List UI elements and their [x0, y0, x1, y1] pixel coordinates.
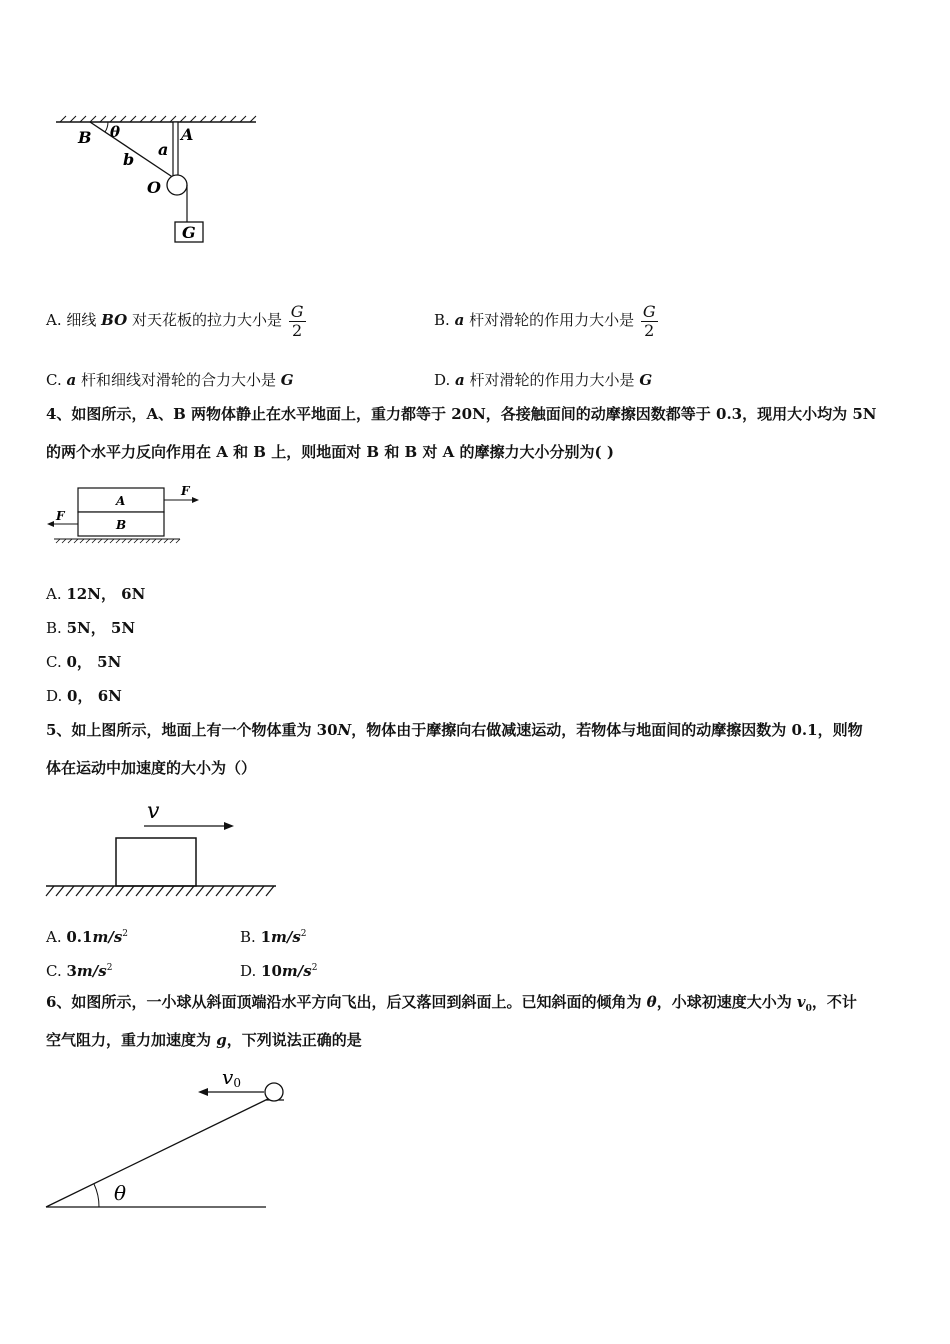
q3-option-a — [46, 300, 308, 340]
q3-option-d — [434, 370, 652, 390]
fraction: $\frac{G}{2}$ — [642, 301, 656, 340]
q4-blocks-diagram — [44, 482, 204, 552]
ceiling-hatch — [60, 116, 256, 122]
q4-stem-line1: 4、如图所示，A、B 两物体静止在水平地面上，重力都等于 20N，各接触面间的动摩擦因数都等于 0.3，现用大小均为 5N — [46, 405, 877, 423]
theta-arc — [105, 122, 108, 132]
fraction: $\frac{G}{2}$ — [290, 301, 304, 340]
opt-text: 杆对滑轮的作用力大小是 — [464, 371, 640, 389]
var: a — [66, 371, 77, 389]
q5-option-d: D. $10m/s^2$ — [240, 962, 318, 980]
opt-label: A. 细线 — [46, 311, 102, 329]
block — [116, 838, 196, 886]
q3-pulley-diagram — [50, 110, 270, 250]
q4-option-d: D. 0， 6N — [46, 687, 122, 705]
label-theta: θ — [114, 1181, 127, 1205]
q3-option-c — [46, 370, 294, 390]
q4-option-b: B. 5N， 5N — [46, 619, 136, 637]
opt-label: C. — [46, 371, 67, 389]
ground-hatch — [46, 886, 274, 896]
opt-label: D. — [434, 371, 456, 389]
value: G — [639, 371, 653, 389]
label-theta: θ — [110, 123, 121, 141]
opt-text: 杆和细线对滑轮的合力大小是 — [76, 371, 281, 389]
value: G — [280, 371, 294, 389]
q4-option-a: A. 12N， 6N — [46, 585, 146, 603]
label-A: A — [181, 125, 194, 144]
pulley — [167, 175, 187, 195]
label-b: b — [123, 150, 135, 169]
label-B: B — [78, 128, 92, 147]
var: a — [455, 371, 465, 389]
q5-option-b: B. $1m/s^2$ — [240, 928, 307, 946]
q6-stem-line2: 空气阻力，重力加速度为 g，下列说法正确的是 — [46, 1031, 362, 1049]
q4-stem-line2: 的两个水平力反向作用在 A 和 B 上，则地面对 B 和 B 对 A 的摩擦力大小分别为( ) — [46, 443, 614, 461]
theta-arc — [94, 1184, 99, 1207]
label-v0: v0 — [222, 1065, 241, 1090]
opt-label: B. — [434, 311, 455, 329]
ball — [265, 1083, 283, 1101]
q5-stem-line1: 5、如上图所示，地面上有一个物体重为 30N，物体由于摩擦向右做减速运动，若物体与地面间的动摩擦因数为 0.1，则物 — [46, 721, 863, 739]
q3-option-b — [434, 300, 660, 340]
rod-a — [173, 122, 178, 180]
var: a — [454, 311, 465, 329]
slope-line — [46, 1096, 274, 1207]
label-G: G — [182, 223, 196, 242]
q6-stem-line1: 6、如图所示，一小球从斜面顶端沿水平方向飞出，后又落回到斜面上。已知斜面的倾角为 θ，小球初速度大小为 $v_0$，不计 — [46, 993, 857, 1014]
q6-incline-diagram — [44, 1064, 294, 1214]
label-A: A — [116, 494, 126, 508]
label-F-right: F — [181, 484, 190, 498]
label-F-left: F — [56, 509, 65, 523]
var: BO — [101, 311, 128, 329]
label-O: O — [147, 178, 161, 197]
label-v: v — [147, 799, 160, 824]
q5-option-c: C. $3m/s^2$ — [46, 962, 113, 980]
label-a: a — [158, 140, 169, 159]
opt-text: 杆对滑轮的作用力大小是 — [464, 311, 639, 329]
q4-option-c: C. 0， 5N — [46, 653, 122, 671]
opt-text: 对天花板的拉力大小是 — [127, 311, 287, 329]
ground-hatch — [56, 539, 180, 543]
q5-block-diagram — [44, 798, 284, 898]
q5-stem-line2: 体在运动中加速度的大小为（） — [46, 759, 257, 777]
q5-option-a: A. $0.1m/s^2$ — [46, 928, 129, 946]
label-B: B — [116, 518, 127, 532]
